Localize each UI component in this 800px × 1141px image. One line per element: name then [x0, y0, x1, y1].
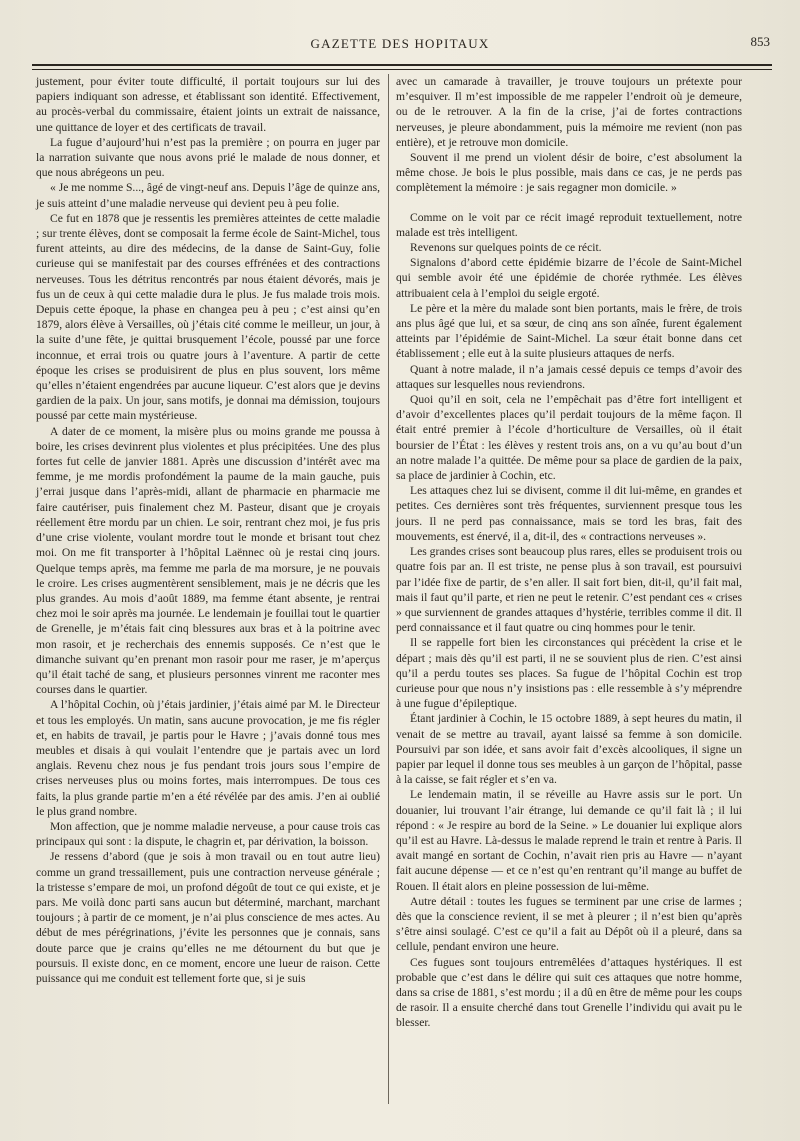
paragraph: avec un camarade à travailler, je trouve toujours un prétexte pour m’esquiver. Il m’est impossible de me rappeler l’endroit où je demeure, ou de le retrouver. A la fin de la crise, j’ai de fortes contractions nerveuses, je pleure abondamment, puis la mémoire me revient (non pas entière), et je retrouve mon domicile. [396, 75, 742, 149]
paragraph: Les grandes crises sont beaucoup plus rares, elles se produisent trois ou quatre fois par an. Il est triste, ne pense plus à son travail, est poursuivi par l’idée fixe de partir, de s’en aller. Il sait fort bien, dit-il, qu’il fait mal, mais il faut qu’il parte, et rien ne peut le retenir. C’est pendant ces « crises » que surviennent de grandes attaques d’hystérie, terribles comme il dit. Il perd connaissance et il faut quatre ou cinq hommes pour le tenir. [396, 545, 742, 635]
paragraph: Je ressens d’abord (que je sois à mon travail ou en tout autre lieu) comme un grand tressaillement, puis une contraction nerveuse générale ; la tristesse s’empare de moi, un profond dégoût de tout ce qui existe, et je pars. Me voilà donc parti sans aucun but déterminé, marchant, marchant toujours ; à partir de ce moment, je n’ai plus conscience de mes actes. Au début de mes pérégrinations, j’évite les personnes que je connais, sans doute parce que je crains qu’elles ne me détournent du but que je poursuis. Il existe donc, en ce moment, encore une lueur de raison. Cette puissance qui me conduit est tellement forte que, si je suis [36, 850, 380, 985]
paragraph: Étant jardinier à Cochin, le 15 octobre 1889, à sept heures du matin, il venait de se mettre au travail, ayant laissé sa femme à son domicile. Poursuivi par son idée, et sans avoir fait d’excès alcooliques, il signe un papier par lequel il donne tous ses meubles à un garçon de l’hôpital, passe à la caisse, se fait régler et s’en va. [396, 712, 742, 787]
header-rule-thin [32, 69, 772, 70]
header-rule [32, 64, 772, 66]
paragraph: Mon affection, que je nomme maladie nerveuse, a pour cause trois cas principaux qui sont : la dispute, le chagrin et, par dérivation, la boisson. [36, 819, 380, 849]
paragraph: Signalons d’abord cette épidémie bizarre de l’école de Saint-Michel qui semble avoir été une épidémie de chorée rythmée. Les élèves attribuaient cela à l’emploi du seigle ergoté. [396, 256, 742, 300]
paragraph: A l’hôpital Cochin, où j’étais jardinier, j’étais aimé par M. le Directeur et tous les employés. Un matin, sans aucune provocation, je me fis régler et, en habits de travail, je partis pour le Havre ; j’avais donné tous mes meubles et disais à qui voulait l’entendre que je partais avec un lord anglais. Revenu chez nous je fus pendant trois jours sous l’empire de crises nerveuses plus ou moins fortes, mais interrompues. De tous ces faits, la plus grande partie m’en a été révélée par des amis. J’en ai oublié le plus grand nombre. [36, 698, 380, 818]
paragraph: Le père et la mère du malade sont bien portants, mais le frère, de trois ans plus âgé que lui, et sa sœur, de cinq ans son aînée, furent également atteints par l’épidémie de Saint-Michel. La sœur était bonne dans cet établissement ; elle eut à la suite plusieurs attaques de nerfs. [396, 301, 742, 361]
paragraph: La fugue d’aujourd’hui n’est pas la première ; on pourra en juger par la narration suivante que nous avons prié le malade de nous donner, et que nous abrégeons un peu. [36, 135, 380, 180]
paragraph: Il se rappelle fort bien les circonstances qui précèdent la crise et le départ ; mais dès qu’il est parti, il ne se souvient plus de rien. C’est ainsi qu’il a perdu toutes ses places. Sa fugue de l’hôpital Cochin est trop curieuse pour que nous n’y insistions pas : elle ressemble à s’y méprendre à une fugue d’épileptique. [396, 636, 742, 711]
paragraph: Souvent il me prend un violent désir de boire, c’est absolument la même chose. Je bois le plus possible, mais dans ce cas, je ne perds pas complètement la mémoire : je sais regagner mon domicile. » [396, 151, 742, 195]
right-column [396, 74, 742, 1031]
paragraph: Ces fugues sont toujours entremêlées d’attaques hystériques. Il est probable que c’est dans le délire qui suit ces attaques que notre homme, dans sa crise de 1881, s’est mordu ; il a dû en être de même pour les coups de rasoir. Il a ensuite cherché dans tout Grenelle l’individu qui avait pu le blesser. [396, 955, 742, 1030]
paragraph: A dater de ce moment, la misère plus ou moins grande me poussa à boire, les crises devinrent plus violentes et plus précipitées. Une des plus fortes fut celle de janvier 1881. Après une discussion d’intérêt avec ma femme, je me mordis profondément la paume de la main gauche, puis j’errai jusque dans l’après-midi, allant de pharmacie en pharmacie me faire cautériser, puis finalement chez M. Pasteur, disant que je croyais réellement être mordu par un chien. Le soir, rentrant chez moi, je fus pris d’une crise violente, voulant mordre tout le monde et brisant tout chez moi. On me fit transporter à l’hôpital Laënnec où je restai cinq jours. Quelque temps après, ma femme me parla de ma morsure, je ne pouvais le croire. Les crises augmentèrent sensiblement, mais je ne décris que les plus grandes. Au mois d’août 1889, ma femme étant absente, je rentrai chez moi le soir après ma journée. Le lendemain je fouillai tout le quartier de Grenelle, je m’étais fait cinq blessures aux bras et à la poitrine avec mon rasoir, et je recherchais des ennemis supposés. Ce n’est que le dimanche suivant qu’en prenant mon rasoir pour me raser, je m’aperçus qu’il était taché de sang, et plusieurs personnes vinrent me raconter mes courses dans le quartier. [36, 424, 380, 697]
paragraph: Ce fut en 1878 que je ressentis les premières atteintes de cette maladie ; sur trente élèves, dont se composait la ferme école de Saint-Michel, tous furent atteints, au dire des médecins, de la danse de Saint-Guy, folie curieuse qui se manifestait par des courses effrénées et des contractions nerveuses. Tous les détritus rencontrés par nous étaient dévorés, mais je fus un de ceux à qui cette maladie dura le plus. Je fus malade trois mois. Depuis cette époque, la phase en changea peu à peu ; c’est ainsi qu’en 1879, alors élève à Versailles, où j’étais cité comme le meilleur, un jour, à la suite d’une fête, je quittai brusquement l’école, poussé par une force inconnue, et errai trois ou quatre jours à l’aventure. A partir de cette époque les crises se produisirent de plus en plus souvent, lors même qu’elles n’étaient engendrées par aucune liqueur. C’est alors que je devins gardien de la paix. Un jour, sans motifs, je donnai ma démission, toujours poussé par cette main mystérieuse. [36, 211, 380, 423]
paragraph: « Je me nomme S..., âgé de vingt-neuf ans. Depuis l’âge de quinze ans, je suis atteint d’une maladie nerveuse qui devient peu à peu folie. [36, 181, 381, 210]
paragraph: Autre détail : toutes les fugues se terminent par une crise de larmes ; dès que la conscience revient, il se met à pleurer ; il n’est bien qu’après s’être ainsi soulagé. C’est ce qu’il a fait au Dépôt où il a pleuré, dans sa cellule, pendant environ une heure. [396, 894, 742, 954]
paragraph: Revenons sur quelques points de ce récit. [410, 241, 602, 255]
page-number: 853 [750, 34, 770, 49]
left-column [36, 74, 380, 986]
paragraph: Comme on le voit par ce récit imagé reproduit textuellement, notre malade est très intelligent. [396, 210, 742, 239]
paragraph: Les attaques chez lui se divisent, comme il dit lui-même, en grandes et petites. Ces dernières sont très fréquentes, surviennent presque tous les jours. Il ne perd pas connaissance, mais se tord les bras, fait des mouvements, est énervé, il a, dit-il, des « contractions nerveuses ». [396, 484, 742, 543]
paragraph: justement, pour éviter toute difficulté, il portait toujours sur lui des papiers indiquant son adresse, et établissant son identité. Effectivement, au procès-verbal du commissaire, étaient joints un extrait de naissance, une quittance de loyer et des certificats de travail. [36, 75, 380, 134]
journal-title: GAZETTE DES HOPITAUX [310, 36, 490, 51]
paragraph: Quant à notre malade, il n’a jamais cessé depuis ce temps d’avoir des attaques sur lesquelles nous reviendrons. [396, 362, 742, 391]
paragraph: Quoi qu’il en soit, cela ne l’empêchait pas d’être fort intelligent et d’avoir d’excellentes places qu’il perdait toujours de la même façon. Il était entré premier à l’école d’horticulture de Versailles, où il était boursier de l’État : les élèves y restent trois ans, on a vu qu’au bout d’un an notre malade l’a quittée. De même pour sa place de gardien de la paix, sa place de jardinier à Cochin, etc. [396, 393, 742, 483]
column-divider [388, 74, 389, 1104]
paragraph: Le lendemain matin, il se réveille au Havre assis sur le port. Un douanier, lui trouvant l’air étrange, lui demande ce qu’il fait là ; il lui répond : « Je respire au bord de la Seine. » Le douanier lui explique alors qu’il est au Havre. Là-dessus le malade reprend le train et rentre à Paris. Il avait mangé en sortant de Cochin, n’avait rien pris au Havre — n’ayant fait aucune dépense — et ce n’est qu’en rentrant qu’il mange au buffet de Rouen. Il était alors en pleine possession de lui-même. [396, 788, 742, 893]
page-header [30, 34, 770, 56]
